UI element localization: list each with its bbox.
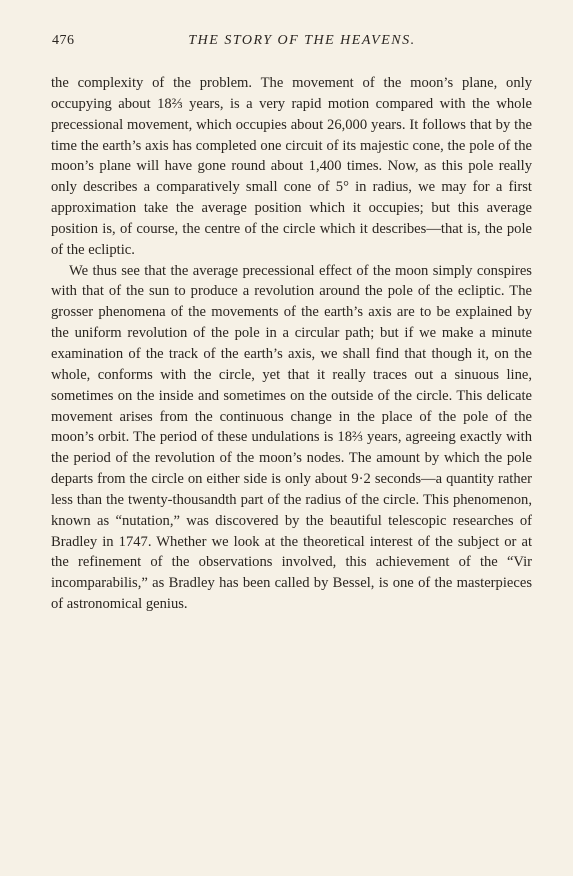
paragraph-nutation: We thus see that the average precessional effect of the moon simply conspires with that of the sun to produce a revolution around the pole of the ecliptic. The grosser phenomena of the movements of the earth’s axis are to be explained by the uniform revolution of the pole in a circular path; but if we make a minute examination of the track of the earth’s axis, we shall find that though it, on the whole, conforms with the circle, yet that it really traces out a sinuous line, sometimes on the inside and sometimes on the outside of the circle. This delicate movement arises from the continuous change in the place of the pole of the moon’s orbit. The period of these undulations is 18⅔ years, agreeing exactly with the period of the revolution of the moon’s nodes. The amount by which the pole departs from the circle on either side is only about 9·2 seconds—a quantity rather less than the twenty-thousandth part of the radius of the circle. This phenomenon, known as “nutation,” was discovered by the beautiful telescopic researches of Bradley in 1747. Whether we look at the theoretical interest of the subject or at the refinement of the observations involved, this achievement of the “Vir incomparabilis,” as Bradley has been called by Bessel, is one of the masterpieces of astronomical genius. — [51, 262, 532, 613]
body-text — [51, 73, 532, 615]
paragraph-continuation: the complexity of the problem. The movement of the moon’s plane, only occupying about 18⅔ years, is a very rapid motion compared with the whole precessional movement, which occupies about 26,000 years. It follows that by the time the earth’s axis has completed one circuit of its majestic cone, the pole of the moon’s plane will have gone round about 1,400 times. Now, as this pole really only describes a comparatively small cone of 5° in radius, we may for a first approximation take the average position which it occupies; but this average position is, of course, the centre of the circle which it describes—that is, the pole of the ecliptic. — [51, 75, 532, 258]
running-head — [52, 33, 532, 53]
running-title: THE STORY OF THE HEAVENS. — [188, 33, 416, 48]
page-number: 476 — [52, 33, 75, 48]
